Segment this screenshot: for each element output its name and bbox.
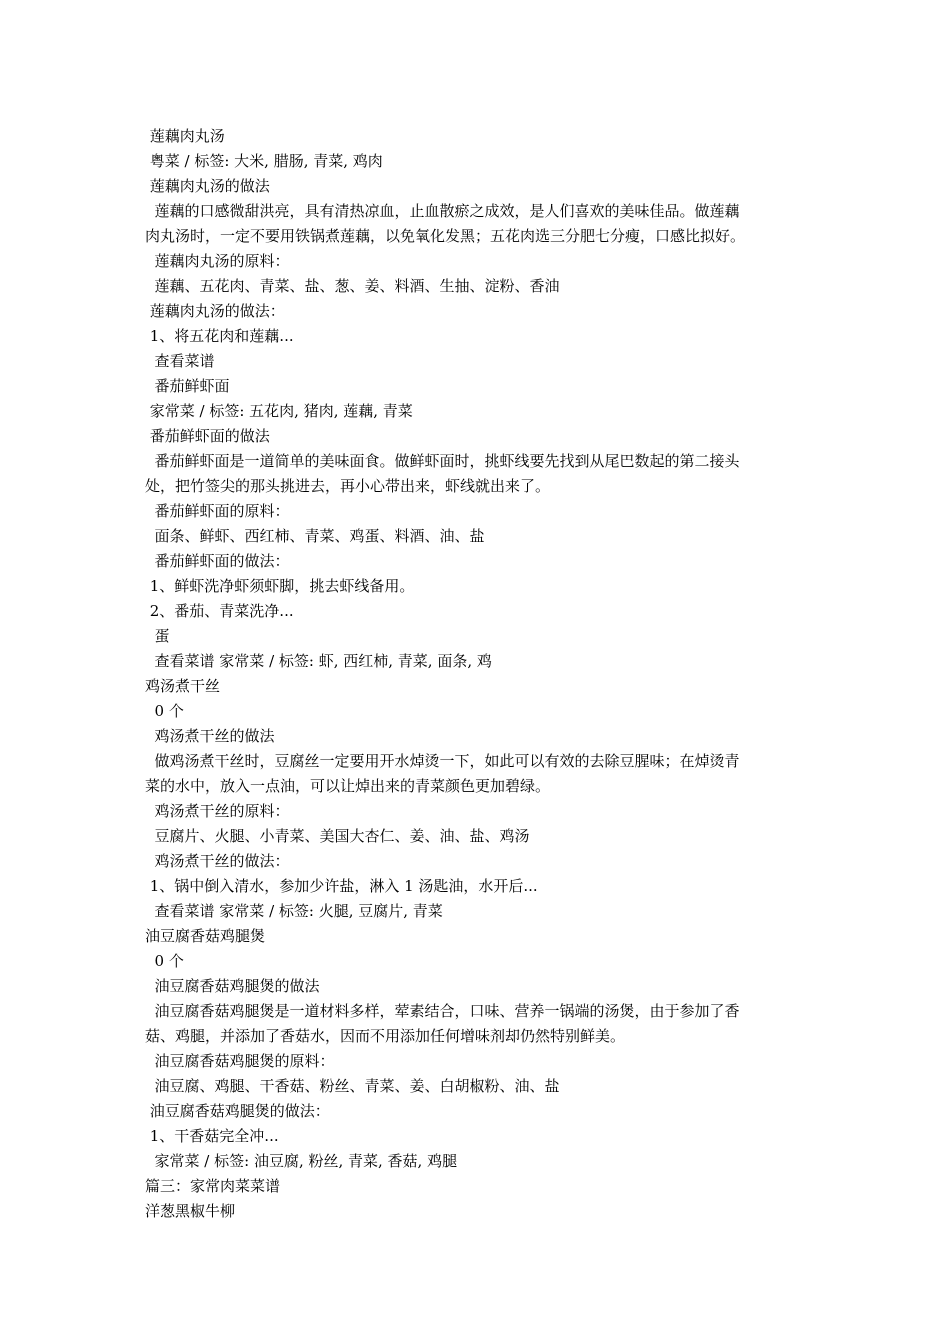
paragraph-line: 做鸡汤煮干丝时，豆腐丝一定要用开水焯烫一下，如此可以有效的去除豆腥味；在焯烫青 [145,752,740,770]
text-fragment: 蛋 [145,627,170,645]
paragraph-line: 油豆腐香菇鸡腿煲是一道材料多样，荤素结合，口味、营养一锅端的汤煲，由于参加了香 [145,1002,740,1020]
ingredients-heading: 莲藕肉丸汤的原料： [145,252,290,270]
view-recipe-link[interactable]: 查看菜谱 [145,352,215,370]
paragraph-line: 番茄鲜虾面是一道简单的美味面食。做鲜虾面时，挑虾线要先找到从尾巴数起的第二接头 [145,452,740,470]
paragraph-line: 处，把竹签尖的那头挑进去，再小心带出来，虾线就出来了。 [145,477,551,495]
recipe-title: 鸡汤煮干丝 [145,677,221,695]
recipe-tags: 家常菜 / 标签: 五花肉, 猪肉, 莲藕, 青菜 [145,402,413,420]
recipe-title: 莲藕肉丸汤 [145,127,225,145]
recipe-title: 油豆腐香菇鸡腿煲 [145,927,266,945]
method-heading: 油豆腐香菇鸡腿煲的做法 [145,977,320,995]
ingredients-list: 豆腐片、火腿、小青菜、美国大杏仁、姜、油、盐、鸡汤 [145,827,530,845]
step-item: 2、番茄、青菜洗净... [145,602,294,620]
rating-count: 0 个 [145,702,184,720]
paragraph-line: 莲藕的口感微甜洪亮，具有清热凉血，止血散瘀之成效，是人们喜欢的美味佳品。做莲藕 [145,202,740,220]
ingredients-list: 面条、鲜虾、西红柿、青菜、鸡蛋、料酒、油、盐 [145,527,485,545]
paragraph-line: 菇、鸡腿，并添加了香菇水，因而不用添加任何增味剂却仍然特别鲜美。 [145,1027,626,1045]
method-heading: 番茄鲜虾面的做法 [145,427,270,445]
recipe-tags: 家常菜 / 标签: 油豆腐, 粉丝, 青菜, 香菇, 鸡腿 [145,1152,458,1170]
steps-heading: 油豆腐香菇鸡腿煲的做法： [145,1102,330,1120]
step-item: 1、干香菇完全冲... [145,1127,279,1145]
view-recipe-link[interactable]: 查看菜谱 家常菜 / 标签: 虾, 西红柿, 青菜, 面条, 鸡 [145,652,492,670]
view-recipe-link[interactable]: 查看菜谱 家常菜 / 标签: 火腿, 豆腐片, 青菜 [145,902,443,920]
method-heading: 鸡汤煮干丝的做法 [145,727,275,745]
recipe-title: 洋葱黑椒牛柳 [145,1202,236,1220]
recipe-tags: 粤菜 / 标签: 大米, 腊肠, 青菜, 鸡肉 [145,152,383,170]
steps-heading: 莲藕肉丸汤的做法： [145,302,285,320]
step-item: 1、鲜虾洗净虾须虾脚，挑去虾线备用。 [145,577,415,595]
section-heading: 篇三：家常肉菜菜谱 [145,1177,281,1195]
ingredients-list: 莲藕、五花肉、青菜、盐、葱、姜、料酒、生抽、淀粉、香油 [145,277,560,295]
step-item: 1、将五花肉和莲藕... [145,327,294,345]
steps-heading: 鸡汤煮干丝的做法： [145,852,290,870]
recipe-title: 番茄鲜虾面 [145,377,230,395]
ingredients-heading: 油豆腐香菇鸡腿煲的原料： [145,1052,335,1070]
method-heading: 莲藕肉丸汤的做法 [145,177,270,195]
ingredients-list: 油豆腐、鸡腿、干香菇、粉丝、青菜、姜、白胡椒粉、油、盐 [145,1077,560,1095]
rating-count: 0 个 [145,952,184,970]
paragraph-line: 菜的水中，放入一点油，可以让焯出来的青菜颜色更加碧绿。 [145,777,551,795]
ingredients-heading: 鸡汤煮干丝的原料： [145,802,290,820]
paragraph-line: 肉丸汤时，一定不要用铁锅煮莲藕，以免氧化发黑；五花肉选三分肥七分瘦，口感比拟好。 [145,227,746,245]
steps-heading: 番茄鲜虾面的做法： [145,552,290,570]
ingredients-heading: 番茄鲜虾面的原料： [145,502,290,520]
step-item: 1、锅中倒入清水，参加少许盐，淋入 1 汤匙油，水开后... [145,877,538,895]
